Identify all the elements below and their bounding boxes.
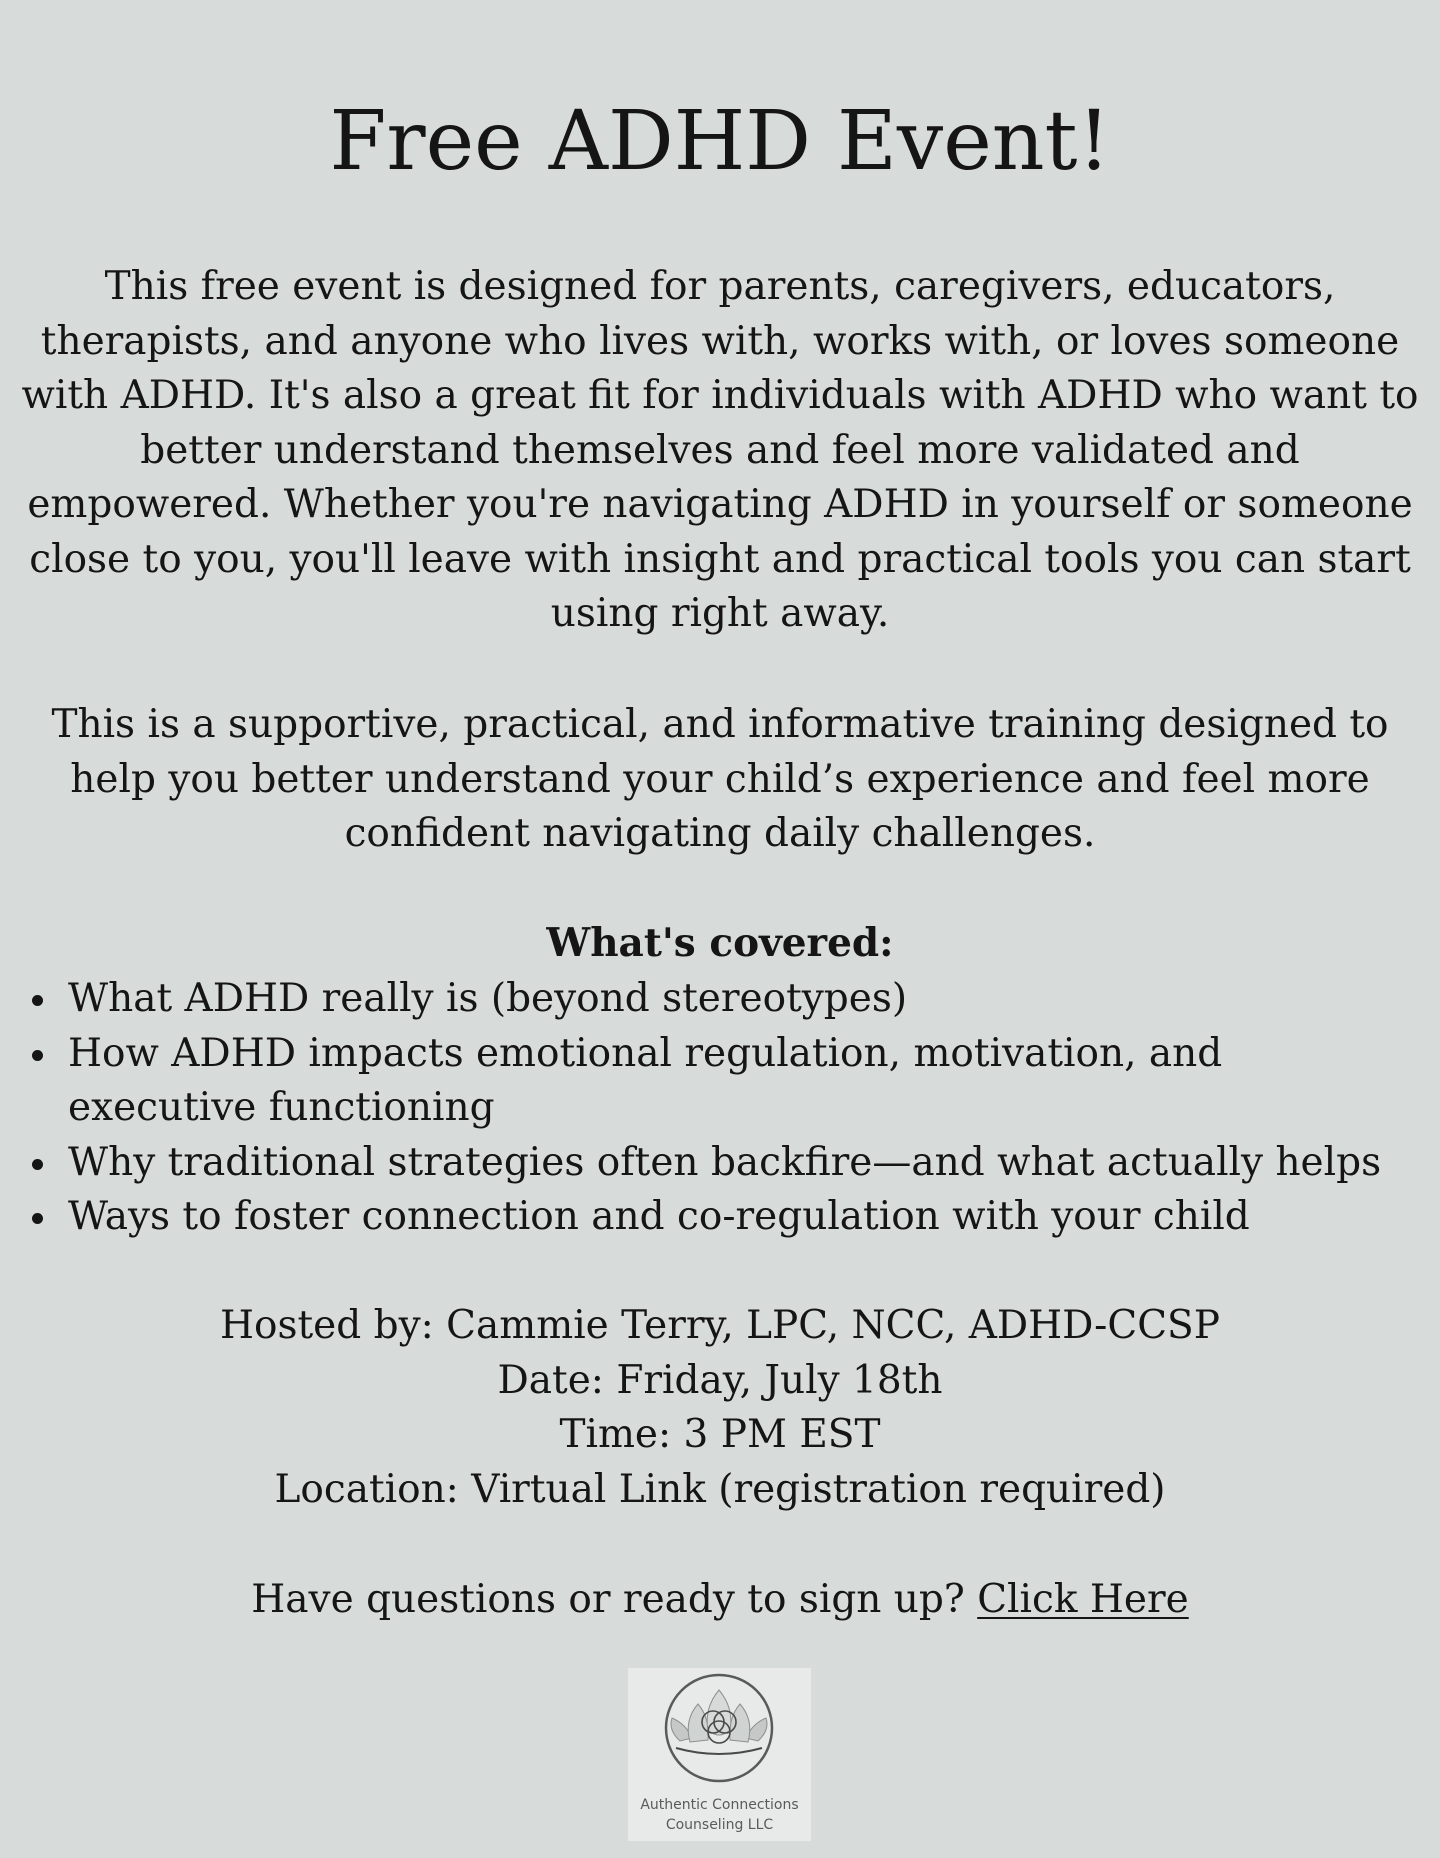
- intro-paragraph: [0, 260, 1440, 642]
- logo-wordmark: [628, 1795, 811, 1835]
- intro-line: with ADHD. It's also a great fit for individuals with ADHD who want to: [21, 373, 1419, 418]
- signup-cta: [0, 1573, 1440, 1628]
- cta-prompt: Have questions or ready to sign up?: [251, 1577, 965, 1622]
- bullet-icon: [32, 1050, 43, 1061]
- intro-line: close to you, you'll leave with insight and practical tools you can start: [29, 536, 1411, 582]
- list-item-text: Why traditional strategies often backfire—and what actually helps: [68, 1139, 1382, 1185]
- intro-line: therapists, and anyone who lives with, works with, or loves someone: [40, 318, 1400, 364]
- bullet-icon: [32, 1213, 43, 1224]
- list-item-text: Ways to foster connection and co-regulation with your child: [68, 1194, 1250, 1239]
- page-title: Free ADHD Event!: [329, 94, 1111, 189]
- intro-line: using right away.: [550, 591, 890, 636]
- covered-heading: What's covered:: [546, 920, 894, 966]
- intro-line: better understand themselves and feel more validated and: [140, 427, 1300, 473]
- support-line: This is a supportive, practical, and informative training designed to: [51, 702, 1389, 747]
- hosted-by: Hosted by: Cammie Terry, LPC, NCC, ADHD-CCSP: [219, 1303, 1220, 1348]
- support-line: help you better understand your child’s experience and feel more: [70, 756, 1370, 802]
- list-item: [0, 1190, 1440, 1245]
- company-logo: [628, 1668, 811, 1841]
- event-time: Time: 3 PM EST: [559, 1412, 881, 1457]
- bullet-icon: [32, 1159, 43, 1170]
- list-item-text: What ADHD really is (beyond stereotypes): [68, 976, 908, 1021]
- event-date: Date: Friday, July 18th: [497, 1357, 943, 1403]
- covered-list: [0, 972, 1440, 1245]
- signup-link[interactable]: Click Here: [977, 1577, 1189, 1622]
- list-item: [0, 1136, 1440, 1191]
- support-line: confident navigating daily challenges.: [344, 811, 1096, 856]
- bullet-icon: [32, 995, 43, 1006]
- list-item: [0, 972, 1440, 1027]
- logo-name-line-2: Counseling LLC: [665, 1817, 774, 1833]
- intro-line: This free event is designed for parents, caregivers, educators,: [104, 264, 1336, 309]
- logo-name-line-1: Authentic Connections: [640, 1797, 799, 1813]
- list-item-text: How ADHD impacts emotional regulation, motivation, and executive functioning: [68, 1030, 1223, 1130]
- support-paragraph: [0, 698, 1440, 862]
- event-location: Location: Virtual Link (registration required): [274, 1466, 1166, 1512]
- lotus-logo-icon: [628, 1668, 811, 1798]
- event-details: [0, 1299, 1440, 1517]
- intro-line: empowered. Whether you're navigating ADHD in yourself or someone: [27, 482, 1413, 527]
- list-item: [0, 1027, 1440, 1136]
